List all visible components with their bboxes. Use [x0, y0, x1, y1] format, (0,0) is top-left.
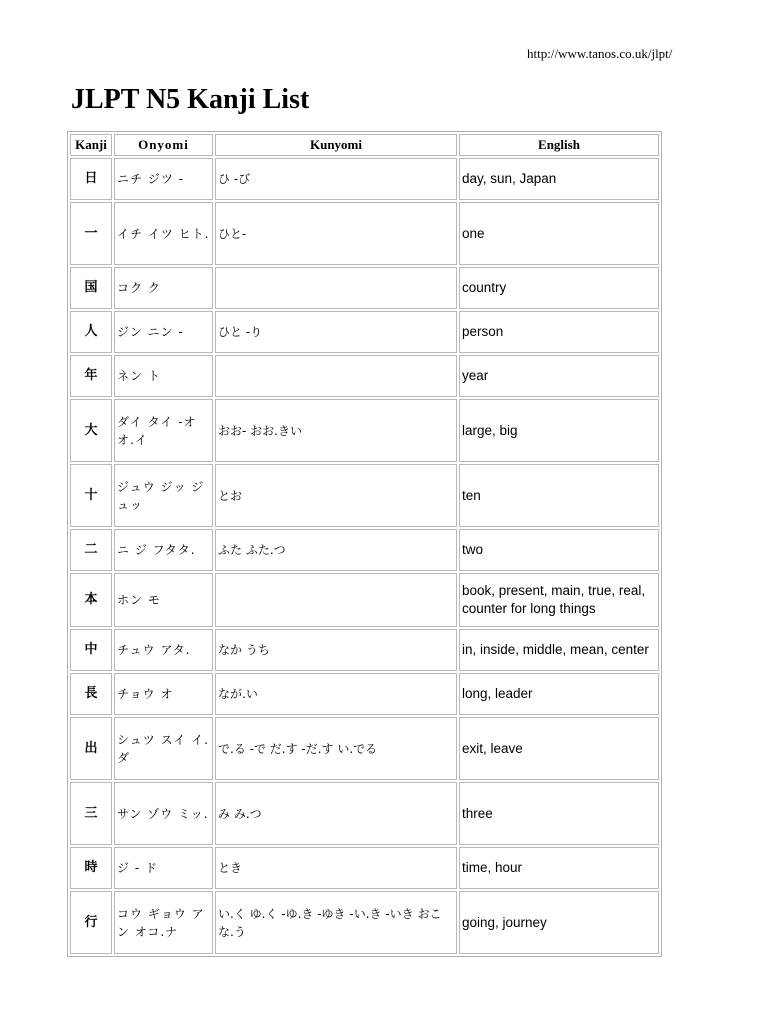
english-cell: one	[459, 202, 659, 265]
table-row	[70, 202, 659, 265]
english-cell: three	[459, 782, 659, 845]
english-cell: exit, leave	[459, 717, 659, 780]
column-header-onyomi: Onyomi	[114, 134, 213, 156]
kunyomi-cell: とお	[215, 464, 457, 527]
table-row	[70, 158, 659, 200]
onyomi-cell: チョウ オ	[114, 673, 213, 715]
kunyomi-cell: で.る -で だ.す -だ.す い.でる	[215, 717, 457, 780]
kunyomi-cell: とき	[215, 847, 457, 889]
kanji-cell: 年	[70, 355, 112, 397]
kunyomi-cell: み み.つ	[215, 782, 457, 845]
kanji-cell: 大	[70, 399, 112, 462]
kanji-cell: 十	[70, 464, 112, 527]
onyomi-cell: コク ク	[114, 267, 213, 309]
onyomi-cell: チュウ アタ.	[114, 629, 213, 671]
kunyomi-cell: なか うち	[215, 629, 457, 671]
table-row	[70, 847, 659, 889]
column-header-english: English	[459, 134, 659, 156]
onyomi-cell: ニチ ジツ -	[114, 158, 213, 200]
english-cell: large, big	[459, 399, 659, 462]
kunyomi-cell: い.く ゆ.く -ゆ.き -ゆき -い.き -いき おこな.う	[215, 891, 457, 954]
english-cell: two	[459, 529, 659, 571]
onyomi-cell: イチ イツ ヒト.	[114, 202, 213, 265]
onyomi-cell: ジン ニン -	[114, 311, 213, 353]
onyomi-cell: ジ - ド	[114, 847, 213, 889]
english-cell: long, leader	[459, 673, 659, 715]
english-cell: going, journey	[459, 891, 659, 954]
kanji-table	[67, 131, 662, 957]
table-row	[70, 629, 659, 671]
english-cell: in, inside, middle, mean, center	[459, 629, 659, 671]
english-cell: book, present, main, true, real, counter for long things	[459, 573, 659, 627]
table-row	[70, 717, 659, 780]
kanji-cell: 国	[70, 267, 112, 309]
english-cell: ten	[459, 464, 659, 527]
kanji-cell: 本	[70, 573, 112, 627]
kanji-cell: 長	[70, 673, 112, 715]
kunyomi-cell: ひと -り	[215, 311, 457, 353]
onyomi-cell: ダイ タイ -オオ.イ	[114, 399, 213, 462]
kanji-cell: 二	[70, 529, 112, 571]
onyomi-cell: シュツ スイ イ.ダ	[114, 717, 213, 780]
kanji-cell: 日	[70, 158, 112, 200]
table-row	[70, 355, 659, 397]
table-row	[70, 464, 659, 527]
page-title: JLPT N5 Kanji List	[71, 84, 310, 115]
onyomi-cell: ニ ジ フタタ.	[114, 529, 213, 571]
table-row	[70, 529, 659, 571]
table-body	[70, 158, 659, 954]
table-header-row	[70, 134, 659, 156]
kanji-cell: 人	[70, 311, 112, 353]
table-row	[70, 311, 659, 353]
kunyomi-cell: おお- おお.きい	[215, 399, 457, 462]
table-row	[70, 673, 659, 715]
onyomi-cell: ホン モ	[114, 573, 213, 627]
english-cell: person	[459, 311, 659, 353]
english-cell: day, sun, Japan	[459, 158, 659, 200]
source-url[interactable]: http://www.tanos.co.uk/jlpt/	[527, 46, 673, 61]
kanji-cell: 一	[70, 202, 112, 265]
kanji-cell: 三	[70, 782, 112, 845]
onyomi-cell: コウ ギョウ アン オコ.ナ	[114, 891, 213, 954]
table-row	[70, 399, 659, 462]
column-header-kunyomi: Kunyomi	[215, 134, 457, 156]
kunyomi-cell: なが.い	[215, 673, 457, 715]
table-row	[70, 891, 659, 954]
onyomi-cell: ネン ト	[114, 355, 213, 397]
kunyomi-cell	[215, 573, 457, 627]
kanji-cell: 中	[70, 629, 112, 671]
kanji-cell: 出	[70, 717, 112, 780]
kunyomi-cell	[215, 267, 457, 309]
onyomi-cell: サン ゾウ ミッ.	[114, 782, 213, 845]
kunyomi-cell	[215, 355, 457, 397]
kunyomi-cell: ひと-	[215, 202, 457, 265]
kunyomi-cell: ひ -び	[215, 158, 457, 200]
table-row	[70, 267, 659, 309]
kunyomi-cell: ふた ふた.つ	[215, 529, 457, 571]
english-cell: time, hour	[459, 847, 659, 889]
kanji-cell: 行	[70, 891, 112, 954]
table-row	[70, 782, 659, 845]
english-cell: year	[459, 355, 659, 397]
table-row	[70, 573, 659, 627]
kanji-cell: 時	[70, 847, 112, 889]
english-cell: country	[459, 267, 659, 309]
onyomi-cell: ジュウ ジッ ジュッ	[114, 464, 213, 527]
column-header-kanji: Kanji	[70, 134, 112, 156]
